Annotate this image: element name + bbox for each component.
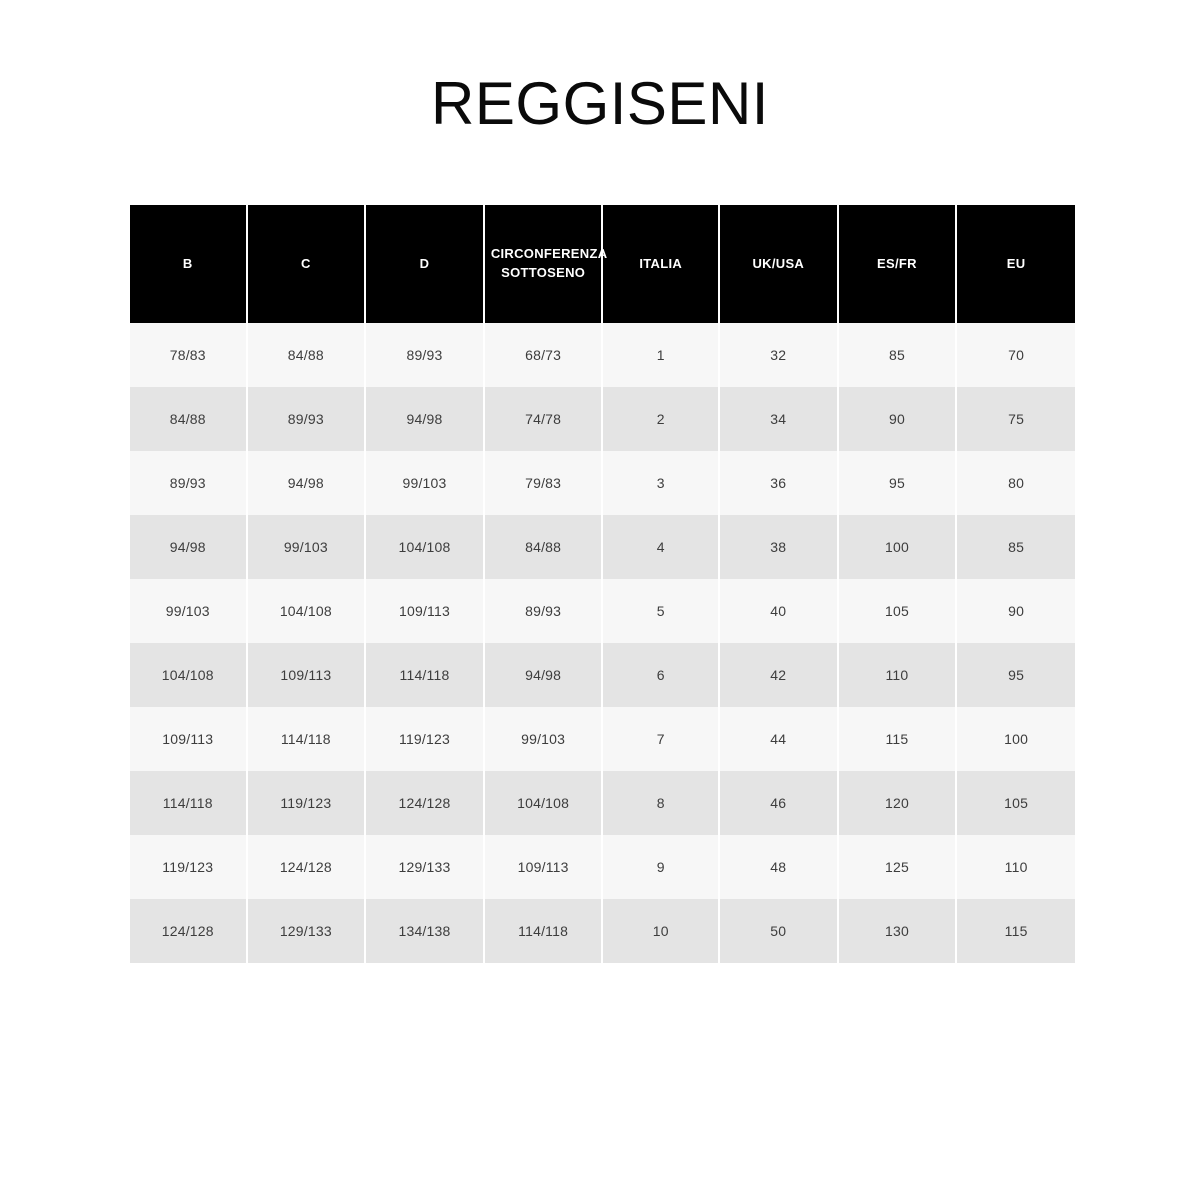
cell-uk-usa: 50 <box>719 899 838 963</box>
cell-es-fr: 105 <box>838 579 957 643</box>
page-title: REGGISENI <box>431 70 769 137</box>
cell-eu: 110 <box>956 835 1075 899</box>
table-row <box>130 707 1075 771</box>
cell-c: 109/113 <box>247 643 366 707</box>
table-row <box>130 387 1075 451</box>
column-header-d: D <box>365 205 484 323</box>
table-row <box>130 835 1075 899</box>
cell-italia: 7 <box>602 707 719 771</box>
size-table <box>130 205 1075 963</box>
cell-c: 99/103 <box>247 515 366 579</box>
table-body <box>130 323 1075 963</box>
cell-es-fr: 115 <box>838 707 957 771</box>
table-row <box>130 579 1075 643</box>
cell-d: 134/138 <box>365 899 484 963</box>
cell-uk-usa: 44 <box>719 707 838 771</box>
cell-uk-usa: 42 <box>719 643 838 707</box>
cell-c: 114/118 <box>247 707 366 771</box>
table-row <box>130 899 1075 963</box>
cell-c: 84/88 <box>247 323 366 387</box>
cell-circonferenza: 104/108 <box>484 771 603 835</box>
table-row <box>130 323 1075 387</box>
cell-eu: 105 <box>956 771 1075 835</box>
cell-uk-usa: 36 <box>719 451 838 515</box>
cell-italia: 9 <box>602 835 719 899</box>
cell-d: 89/93 <box>365 323 484 387</box>
cell-d: 94/98 <box>365 387 484 451</box>
cell-uk-usa: 34 <box>719 387 838 451</box>
cell-c: 89/93 <box>247 387 366 451</box>
cell-eu: 85 <box>956 515 1075 579</box>
cell-b: 99/103 <box>130 579 247 643</box>
cell-circonferenza: 89/93 <box>484 579 603 643</box>
cell-es-fr: 95 <box>838 451 957 515</box>
cell-italia: 5 <box>602 579 719 643</box>
size-table-container <box>130 205 1075 963</box>
cell-italia: 3 <box>602 451 719 515</box>
cell-uk-usa: 38 <box>719 515 838 579</box>
cell-b: 94/98 <box>130 515 247 579</box>
cell-circonferenza: 79/83 <box>484 451 603 515</box>
column-header-b: B <box>130 205 247 323</box>
cell-es-fr: 100 <box>838 515 957 579</box>
cell-d: 114/118 <box>365 643 484 707</box>
cell-c: 104/108 <box>247 579 366 643</box>
cell-d: 104/108 <box>365 515 484 579</box>
cell-d: 124/128 <box>365 771 484 835</box>
cell-eu: 75 <box>956 387 1075 451</box>
column-header-italia: ITALIA <box>602 205 719 323</box>
cell-eu: 80 <box>956 451 1075 515</box>
table-row <box>130 515 1075 579</box>
cell-italia: 8 <box>602 771 719 835</box>
cell-circonferenza: 84/88 <box>484 515 603 579</box>
cell-uk-usa: 46 <box>719 771 838 835</box>
cell-circonferenza: 74/78 <box>484 387 603 451</box>
cell-italia: 10 <box>602 899 719 963</box>
cell-b: 124/128 <box>130 899 247 963</box>
cell-d: 129/133 <box>365 835 484 899</box>
column-header-es-fr: ES/FR <box>838 205 957 323</box>
cell-circonferenza: 68/73 <box>484 323 603 387</box>
cell-d: 99/103 <box>365 451 484 515</box>
cell-b: 104/108 <box>130 643 247 707</box>
cell-italia: 2 <box>602 387 719 451</box>
table-header <box>130 205 1075 323</box>
table-row <box>130 771 1075 835</box>
table-row <box>130 643 1075 707</box>
cell-es-fr: 120 <box>838 771 957 835</box>
cell-italia: 1 <box>602 323 719 387</box>
cell-b: 84/88 <box>130 387 247 451</box>
column-header-c: C <box>247 205 366 323</box>
cell-c: 119/123 <box>247 771 366 835</box>
cell-eu: 100 <box>956 707 1075 771</box>
cell-c: 94/98 <box>247 451 366 515</box>
cell-eu: 70 <box>956 323 1075 387</box>
table-row <box>130 451 1075 515</box>
cell-es-fr: 90 <box>838 387 957 451</box>
cell-b: 119/123 <box>130 835 247 899</box>
cell-c: 124/128 <box>247 835 366 899</box>
cell-d: 119/123 <box>365 707 484 771</box>
cell-b: 78/83 <box>130 323 247 387</box>
cell-d: 109/113 <box>365 579 484 643</box>
cell-circonferenza: 114/118 <box>484 899 603 963</box>
cell-circonferenza: 99/103 <box>484 707 603 771</box>
cell-uk-usa: 32 <box>719 323 838 387</box>
cell-circonferenza: 94/98 <box>484 643 603 707</box>
cell-eu: 115 <box>956 899 1075 963</box>
table-header-row <box>130 205 1075 323</box>
column-header-eu: EU <box>956 205 1075 323</box>
cell-es-fr: 85 <box>838 323 957 387</box>
cell-italia: 4 <box>602 515 719 579</box>
cell-es-fr: 130 <box>838 899 957 963</box>
cell-c: 129/133 <box>247 899 366 963</box>
cell-uk-usa: 40 <box>719 579 838 643</box>
cell-es-fr: 125 <box>838 835 957 899</box>
cell-circonferenza: 109/113 <box>484 835 603 899</box>
cell-es-fr: 110 <box>838 643 957 707</box>
cell-italia: 6 <box>602 643 719 707</box>
cell-uk-usa: 48 <box>719 835 838 899</box>
cell-eu: 90 <box>956 579 1075 643</box>
cell-b: 89/93 <box>130 451 247 515</box>
cell-b: 114/118 <box>130 771 247 835</box>
cell-eu: 95 <box>956 643 1075 707</box>
cell-b: 109/113 <box>130 707 247 771</box>
column-header-circonferenza-sottoseno: CIRCONFERENZA SOTTOSENO <box>484 205 603 323</box>
column-header-uk-usa: UK/USA <box>719 205 838 323</box>
